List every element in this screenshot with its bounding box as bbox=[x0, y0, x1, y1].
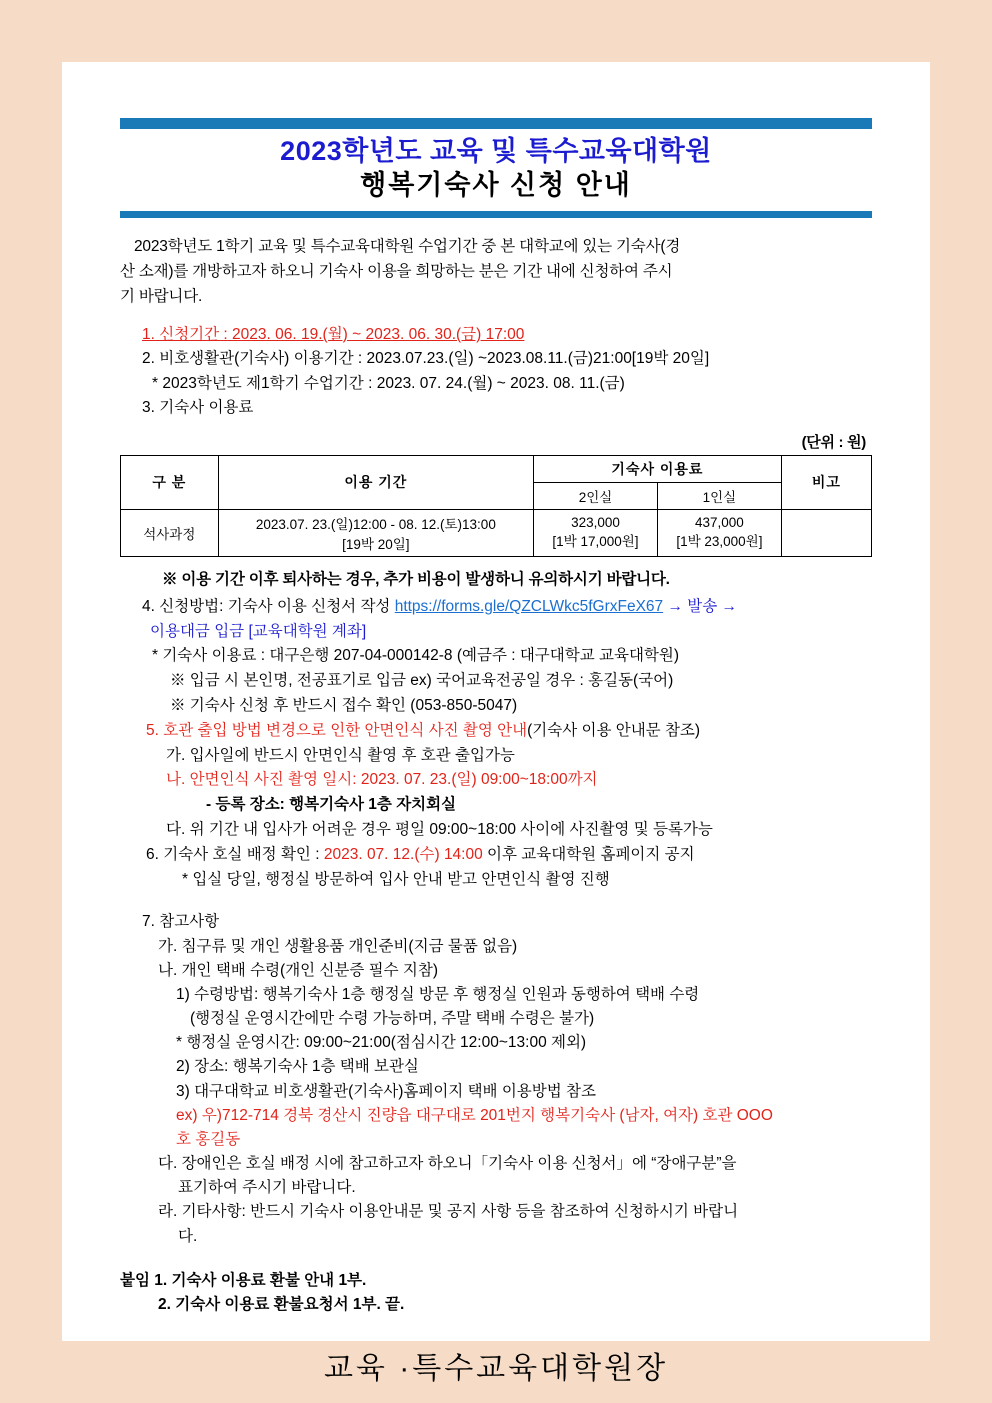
item-4 bbox=[120, 595, 872, 620]
section-7 bbox=[120, 910, 872, 1248]
unit-label: (단위 : 원) bbox=[801, 433, 866, 451]
item-4-deposit-note: ※ 입금 시 본인명, 전공표기로 입금 ex) 국어교육전공일 경우 : 홍길동(국어) bbox=[170, 672, 674, 690]
cell-remark bbox=[781, 509, 871, 556]
title-line-2: 행복기숙사 신청 안내 bbox=[360, 169, 632, 200]
item-2: 2. 비호생활관(기숙사) 이용기간 : 2023.07.23.(일) ~2023.08.11.(금)21:00[19박 20일] bbox=[142, 350, 710, 368]
item-6-prefix: 6. 기숙사 호실 배정 확인 : bbox=[146, 845, 324, 863]
cell-division: 석사과정 bbox=[121, 509, 219, 556]
item-5-place: - 등록 장소: 행복기숙사 1층 자치회실 bbox=[206, 796, 457, 814]
section-7-b2: 2) 장소: 행복기숙사 1층 택배 보관실 bbox=[176, 1058, 419, 1076]
section-7-c-line-2: 표기하여 주시기 바랍니다. bbox=[178, 1179, 356, 1197]
section-7-d-line-1: 라. 기타사항: 반드시 기숙사 이용안내문 및 공지 사항 등을 참조하여 신청하시기 바랍니 bbox=[158, 1203, 739, 1221]
numbered-list-bottom bbox=[120, 595, 872, 893]
item-5-black-text: (기숙사 이용 안내문 참조) bbox=[527, 721, 701, 739]
item-4-contact-note: ※ 기숙사 신청 후 반드시 접수 확인 (053-850-5047) bbox=[170, 696, 518, 714]
attachment-block bbox=[120, 1269, 872, 1317]
intro-paragraph bbox=[120, 234, 872, 309]
item-6 bbox=[120, 843, 872, 868]
attachment-line-2: 2. 기숙사 이용료 환불요청서 1부. 끝. bbox=[158, 1295, 405, 1313]
section-7-b3: 3) 대구대학교 비호생활관(기숙사)홈페이지 택배 이용방법 참조 bbox=[176, 1082, 596, 1100]
item-4-suffix: → 발송 → bbox=[663, 597, 738, 615]
header-fee-group: 기숙사 이용료 bbox=[534, 455, 782, 482]
section-7-heading: 7. 참고사항 bbox=[142, 913, 220, 931]
section-7-d-line-2: 다. bbox=[178, 1227, 198, 1245]
section-7-b1-cont: (행정실 운영시간에만 수령 가능하며, 주말 택배 수령은 불가) bbox=[190, 1010, 595, 1028]
fee-table bbox=[120, 455, 872, 557]
cell-double-nightly: [1박 17,000원] bbox=[552, 534, 639, 550]
item-4-account: * 기숙사 이용료 : 대구은행 207-04-000142-8 (예금주 : 대구대학교 교육대학원) bbox=[152, 647, 680, 665]
cell-single-nightly: [1박 23,000원] bbox=[676, 534, 763, 550]
table-row bbox=[121, 509, 872, 556]
header-double-room: 2인실 bbox=[534, 482, 658, 509]
fee-table-header-row bbox=[121, 455, 872, 482]
item-5-b: 나. 안면인식 사진 촬영 일시: 2023. 07. 23.(일) 09:00~18:00까지 bbox=[166, 771, 598, 789]
item-5-a: 가. 입사일에 반드시 안면인식 촬영 후 호관 출입가능 bbox=[166, 746, 515, 764]
section-7-b: 나. 개인 택배 수령(개인 신분증 필수 지참) bbox=[158, 961, 439, 979]
intro-line-2: 산 소재)를 개방하고자 하오니 기숙사 이용을 희망하는 분은 기간 내에 신청하여 주시 bbox=[120, 262, 673, 280]
item-5 bbox=[120, 719, 872, 744]
document-title bbox=[120, 129, 872, 205]
item-4-prefix: 4. 신청방법: 기숙사 이용 신청서 작성 bbox=[142, 597, 395, 615]
intro-line-1: 2023학년도 1학기 교육 및 특수교육대학원 수업기간 중 본 대학교에 있는 기숙사(경 bbox=[134, 237, 681, 255]
section-7-b3-example-2: 호 홍길동 bbox=[176, 1130, 241, 1148]
header-rule-top bbox=[120, 118, 872, 129]
header-period: 이용 기간 bbox=[218, 455, 533, 509]
application-form-link[interactable]: https://forms.gle/QZCLWkc5fGrxFeX67 bbox=[394, 597, 664, 615]
intro-line-3: 기 바랍니다. bbox=[120, 287, 203, 305]
item-5-c: 다. 위 기간 내 입사가 어려운 경우 평일 09:00~18:00 사이에 사진촬영 및 등록가능 bbox=[166, 820, 713, 838]
attachment-line-1: 붙임 1. 기숙사 이용료 환불 안내 1부. bbox=[120, 1271, 367, 1289]
header-single-room: 1인실 bbox=[657, 482, 781, 509]
item-2-note: * 2023학년도 제1학기 수업기간 : 2023. 07. 24.(월) ~ 2023. 08. 11.(금) bbox=[152, 374, 625, 392]
document-body bbox=[62, 118, 930, 1397]
item-3: 3. 기숙사 이용료 bbox=[142, 399, 254, 417]
cell-period bbox=[218, 509, 533, 556]
item-6-date: 2023. 07. 12.(수) 14:00 bbox=[323, 845, 483, 863]
section-7-a: 가. 침구류 및 개인 생활용품 개인준비(지금 물품 없음) bbox=[158, 937, 518, 955]
title-line-1: 2023학년도 교육 및 특수교육대학원 bbox=[280, 136, 712, 166]
numbered-list-top bbox=[120, 323, 872, 421]
item-4-line-2: 이용대금 입금 [교육대학원 계좌] bbox=[150, 622, 367, 640]
item-5-red-text: 5. 호관 출입 방법 변경으로 인한 안면인식 사진 촬영 안내 bbox=[146, 721, 528, 739]
item-1-text: 1. 신청기간 : 2023. 06. 19.(월) ~ 2023. 06. 30.(금) 17:00 bbox=[142, 325, 525, 343]
section-7-c-line-1: 다. 장애인은 호실 배정 시에 참고하고자 하오니「기숙사 이용 신청서」에 “장애구분”을 bbox=[158, 1155, 737, 1173]
item-6-note: * 입실 당일, 행정실 방문하여 입사 안내 받고 안면인식 촬영 진행 bbox=[182, 870, 610, 888]
item-6-suffix: 이후 교육대학원 홈페이지 공지 bbox=[482, 845, 695, 863]
cell-period-line-1: 2023.07. 23.(일)12:00 - 08. 12.(토)13:00 bbox=[255, 516, 496, 532]
header-remark: 비고 bbox=[781, 455, 871, 509]
cell-double-room bbox=[534, 509, 658, 556]
cell-period-line-2: [19박 20일] bbox=[342, 536, 410, 552]
item-1 bbox=[120, 323, 872, 347]
section-7-b1-time: * 행정실 운영시간: 09:00~21:00(점심시간 12:00~13:00 제외) bbox=[176, 1034, 587, 1052]
header-division: 구 분 bbox=[121, 455, 219, 509]
header-rule-bottom bbox=[120, 211, 872, 218]
cell-single-room bbox=[657, 509, 781, 556]
document-page bbox=[62, 62, 930, 1385]
section-7-b1: 1) 수령방법: 행복기숙사 1층 행정실 방문 후 행정실 인원과 동행하여 택배 수령 bbox=[176, 985, 700, 1003]
cell-single-amount: 437,000 bbox=[695, 515, 744, 531]
signature-line: 교육 ·특수교육대학원장 bbox=[323, 1351, 669, 1385]
fee-note: ※ 이용 기간 이후 퇴사하는 경우, 추가 비용이 발생하니 유의하시기 바랍니다. bbox=[162, 570, 670, 588]
section-7-b3-example-1: ex) 우)712-714 경북 경산시 진량읍 대구대로 201번지 행복기숙사 (남자, 여자) 호관 OOO bbox=[176, 1106, 773, 1124]
cell-double-amount: 323,000 bbox=[571, 515, 620, 531]
